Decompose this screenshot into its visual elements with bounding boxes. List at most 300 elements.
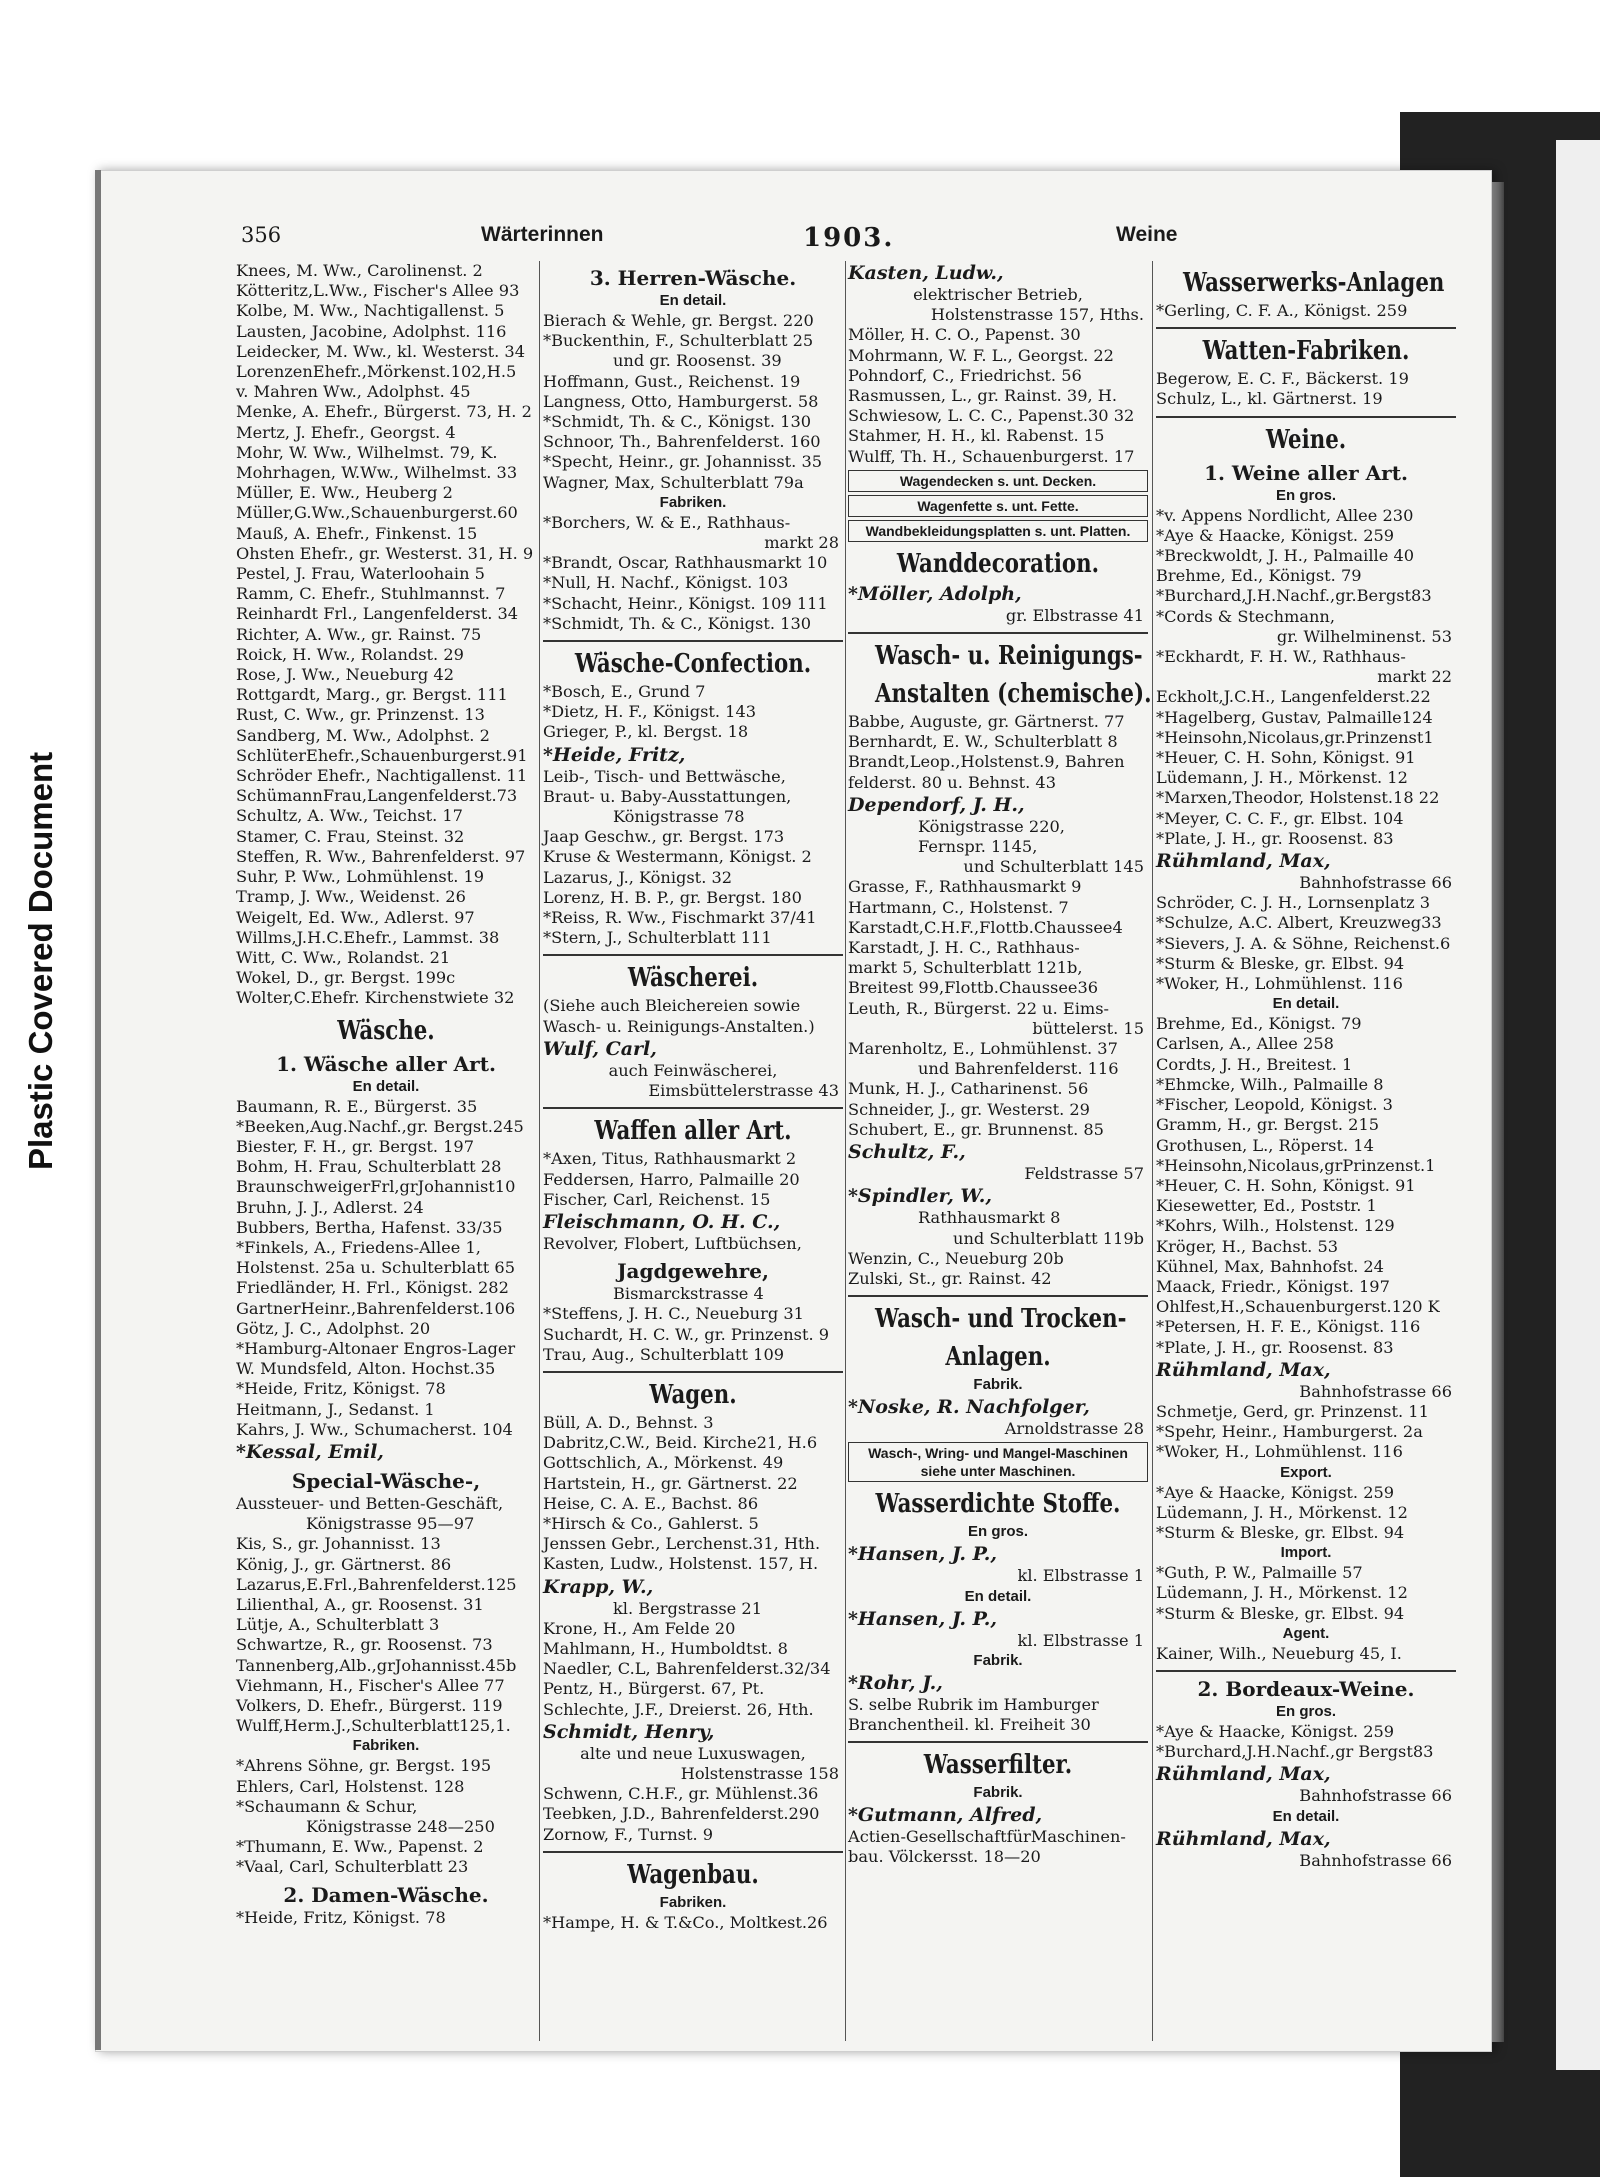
directory-entry: Karstadt,C.H.F.,Flottb.Chaussee4 bbox=[848, 917, 1123, 937]
directory-entry: Jenssen Gebr., Lerchenst.31, Hth. bbox=[543, 1534, 821, 1554]
directory-entry: Mohrhagen, W.Ww., Wilhelmst. 33 bbox=[236, 463, 518, 483]
directory-entry: Trau, Aug., Schulterblatt 109 bbox=[543, 1344, 785, 1364]
directory-entry: Tramp, J. Ww., Weidenst. 26 bbox=[236, 887, 466, 907]
directory-entry: elektrischer Betrieb, bbox=[913, 285, 1083, 304]
directory-entry: Willms,J.H.C.Ehefr., Lammst. 38 bbox=[236, 927, 500, 947]
directory-entry: Suchardt, H. C. W., gr. Prinzenst. 9 bbox=[543, 1324, 830, 1344]
featured-entry-name: *Heide, Fritz, bbox=[543, 743, 686, 766]
directory-entry: Bahnhofstrasse 66 bbox=[1299, 1381, 1452, 1401]
directory-entry: Königstrasse 220, bbox=[918, 816, 1065, 836]
featured-entry-name: Rühmland, Max, bbox=[1156, 850, 1331, 873]
directory-entry: Baumann, R. E., Bürgerst. 35 bbox=[236, 1096, 478, 1116]
directory-entry: Lüdemann, J. H., Mörkenst. 12 bbox=[1156, 1502, 1408, 1522]
directory-entry: *Reiss, R. Ww., Fischmarkt 37/41 bbox=[543, 908, 817, 928]
directory-entry: Karstadt, J. H. C., Rathhaus- bbox=[848, 938, 1080, 958]
directory-entry: Volkers, D. Ehefr., Bürgerst. 119 bbox=[236, 1696, 503, 1715]
directory-entry: *Plate, J. H., gr. Roosenst. 83 bbox=[1156, 828, 1394, 848]
section-heading: 2. Bordeaux-Weine. bbox=[1197, 1676, 1415, 1701]
directory-entry: Lazarus,E.Frl.,Bahrenfelderst.125 bbox=[236, 1574, 517, 1594]
directory-entry: Lausten, Jacobine, Adolphst. 116 bbox=[236, 321, 507, 341]
directory-entry: Babbe, Auguste, gr. Gärtnerst. 77 bbox=[848, 712, 1125, 732]
directory-entry: Schwartze, R., gr. Roosenst. 73 bbox=[236, 1635, 493, 1655]
directory-entry: Schmetje, Gerd, gr. Prinzenst. 11 bbox=[1156, 1401, 1429, 1421]
directory-entry: Müller, E. Ww., Heuberg 2 bbox=[236, 483, 453, 503]
directory-entry: Bohm, H. Frau, Schulterblatt 28 bbox=[236, 1157, 502, 1177]
directory-entry: *Vaal, Carl, Schulterblatt 23 bbox=[236, 1857, 469, 1877]
directory-entry: Hartstein, H., gr. Gärtnerst. 22 bbox=[543, 1473, 798, 1493]
directory-entry: Grasse, F., Rathhausmarkt 9 bbox=[848, 877, 1082, 897]
column-divider bbox=[1152, 261, 1153, 2041]
directory-entry: Heitmann, J., Sedanst. 1 bbox=[236, 1399, 435, 1419]
subsection-label: Import. bbox=[1280, 1544, 1332, 1562]
directory-entry: Bahnhofstrasse 66 bbox=[1299, 1850, 1452, 1870]
directory-entry: *v. Appens Nordlicht, Allee 230 bbox=[1156, 505, 1414, 525]
directory-entry: Kasten, Ludw., Holstenst. 157, H. bbox=[543, 1554, 819, 1574]
directory-entry: LorenzenEhefr.,Mörkenst.102,H.5 bbox=[236, 362, 517, 382]
directory-entry: alte und neue Luxuswagen, bbox=[580, 1743, 806, 1763]
directory-entry: Knees, M. Ww., Carolinenst. 2 bbox=[236, 261, 483, 280]
directory-entry: Carlsen, A., Allee 258 bbox=[1156, 1034, 1334, 1054]
directory-entry: *Sturm & Bleske, gr. Elbst. 94 bbox=[1156, 953, 1405, 973]
section-heading: Wanddecoration. bbox=[896, 548, 1100, 579]
directory-entry: Ohlfest,H.,Schauenburgerst.120 K bbox=[1156, 1297, 1440, 1317]
directory-entry: Schulz, L., kl. Gärtnerst. 19 bbox=[1156, 389, 1383, 409]
directory-entry: *Schulze, A.C. Albert, Kreuzweg33 bbox=[1156, 913, 1442, 933]
directory-entry: Steffen, R. Ww., Bahrenfelderst. 97 bbox=[236, 846, 526, 866]
directory-entry: auch Feinwäscherei, bbox=[608, 1060, 778, 1080]
section-heading: Wasch- und Trocken- bbox=[875, 1304, 1127, 1335]
directory-entry: Teebken, J.D., Bahrenfelderst.290 bbox=[543, 1804, 820, 1824]
directory-entry: Königstrasse 78 bbox=[613, 807, 745, 827]
section-rule bbox=[1156, 416, 1456, 418]
directory-entry: Bubbers, Bertha, Hafenst. 33/35 bbox=[236, 1217, 503, 1237]
directory-entry: Arnoldstrasse 28 bbox=[1004, 1419, 1144, 1439]
running-header bbox=[96, 223, 1491, 253]
directory-entry: *Burchard,J.H.Nachf.,gr Bergst83 bbox=[1156, 1742, 1434, 1762]
directory-entry: Mahlmann, H., Humboldtst. 8 bbox=[543, 1638, 788, 1658]
directory-entry: Brandt,Leop.,Holstenst.9, Bahren bbox=[848, 752, 1125, 772]
section-heading: Wasserdichte Stoffe. bbox=[875, 1489, 1121, 1520]
column-divider bbox=[539, 261, 540, 2041]
column-divider bbox=[845, 261, 846, 2041]
directory-entry: Rathhausmarkt 8 bbox=[918, 1208, 1061, 1228]
directory-entry: Ohsten Ehefr., gr. Westerst. 31, H. 9 bbox=[236, 543, 534, 563]
directory-entry: Rose, J. Ww., Neueburg 42 bbox=[236, 665, 455, 685]
directory-entry: kl. Elbstrasse 1 bbox=[1017, 1566, 1144, 1586]
directory-entry: Bernhardt, E. W., Schulterblatt 8 bbox=[848, 732, 1118, 752]
directory-entry: *Heide, Fritz, Königst. 78 bbox=[236, 1907, 446, 1927]
directory-entry: *Woker, H., Lohmühlenst. 116 bbox=[1156, 974, 1403, 994]
directory-entry: Hoffmann, Gust., Reichenst. 19 bbox=[543, 371, 801, 391]
directory-entry: Holstenstrasse 157, Hths. bbox=[930, 305, 1144, 325]
section-heading: Waffen aller Art. bbox=[594, 1116, 792, 1147]
section-heading: Wasch- u. Reinigungs- bbox=[875, 641, 1143, 672]
directory-entry: Schlechte, J.F., Dreierst. 26, Hth. bbox=[543, 1699, 814, 1719]
featured-entry-name: Schultz, F., bbox=[848, 1141, 966, 1164]
side-label-text: Plastic Covered Document bbox=[22, 751, 59, 1170]
directory-entry: *Woker, H., Lohmühlenst. 116 bbox=[1156, 1442, 1403, 1462]
subsection-label: Fabrik. bbox=[973, 1651, 1023, 1669]
directory-entry: *Guth, P. W., Palmaille 57 bbox=[1156, 1563, 1363, 1583]
featured-entry-name: Wulf, Carl, bbox=[543, 1037, 657, 1060]
directory-entry: Hartmann, C., Holstenst. 7 bbox=[848, 897, 1069, 917]
subsection-label: En gros. bbox=[967, 1523, 1028, 1541]
directory-entry: Kötteritz,L.Ww., Fischer's Allee 93 bbox=[236, 281, 520, 301]
section-heading: 1. Weine aller Art. bbox=[1204, 460, 1408, 485]
directory-entry: *Gerling, C. F. A., Königst. 259 bbox=[1156, 301, 1408, 320]
directory-entry: *Petersen, H. F. E., Königst. 116 bbox=[1156, 1317, 1421, 1337]
directory-entry: Rottgardt, Marg., gr. Bergst. 111 bbox=[236, 685, 508, 705]
directory-entry: Götz, J. C., Adolphst. 20 bbox=[236, 1318, 431, 1338]
directory-entry: Biester, F. H., gr. Bergst. 197 bbox=[236, 1136, 475, 1156]
section-heading: Weine. bbox=[1265, 424, 1347, 455]
directory-entry: markt 22 bbox=[1377, 667, 1452, 687]
directory-entry: Fernspr. 1145, bbox=[918, 837, 1038, 857]
directory-entry: *Ehmcke, Wilh., Palmaille 8 bbox=[1156, 1074, 1384, 1094]
directory-entry: Bierach & Wehle, gr. Bergst. 220 bbox=[543, 311, 814, 330]
directory-entry: Pestel, J. Frau, Waterloohain 5 bbox=[236, 564, 485, 584]
directory-entry: Jaap Geschw., gr. Bergst. 173 bbox=[543, 827, 785, 847]
directory-entry: Krone, H., Am Felde 20 bbox=[543, 1618, 736, 1638]
featured-entry-name: Fleischmann, O. H. C., bbox=[543, 1210, 781, 1233]
directory-entry: Rasmussen, L., gr. Rainst. 39, H. bbox=[848, 386, 1118, 406]
directory-entry: Möller, H. C. O., Papenst. 30 bbox=[848, 325, 1081, 345]
directory-entry: Bismarckstrasse 4 bbox=[613, 1284, 764, 1304]
directory-entry: bau. Völckersst. 18—20 bbox=[848, 1847, 1041, 1867]
directory-entry: v. Mahren Ww., Adolphst. 45 bbox=[236, 382, 471, 402]
directory-entry: *Breckwoldt, J. H., Palmaille 40 bbox=[1156, 546, 1415, 566]
directory-entry: SchümannFrau,Langenfelderst.73 bbox=[236, 786, 518, 806]
directory-entry: *Sievers, J. A. & Söhne, Reichenst.6 bbox=[1156, 933, 1451, 953]
directory-entry: Zornow, F., Turnst. 9 bbox=[543, 1824, 714, 1844]
section-heading: Wäsche-Confection. bbox=[574, 649, 812, 680]
column-2 bbox=[543, 261, 843, 1933]
directory-entry: Aussteuer- und Betten-Geschäft, bbox=[236, 1493, 504, 1513]
directory-entry: *Brandt, Oscar, Rathhausmarkt 10 bbox=[543, 553, 828, 573]
directory-entry: kl. Bergstrasse 21 bbox=[613, 1598, 762, 1618]
directory-entry: Kis, S., gr. Johannisst. 13 bbox=[236, 1534, 441, 1554]
cross-reference-box: Wasch-, Wring- und Mangel-Maschinen siehe unter Maschinen. bbox=[848, 1442, 1148, 1482]
directory-entry: Brehme, Ed., Königst. 79 bbox=[1156, 566, 1362, 586]
featured-entry-name: *Möller, Adolph, bbox=[848, 582, 1022, 605]
featured-entry-name: *Hansen, J. P., bbox=[848, 1607, 997, 1630]
featured-entry-name: Rühmland, Max, bbox=[1156, 1763, 1331, 1786]
directory-entry: *Schmidt, Th. & C., Königst. 130 bbox=[543, 613, 812, 633]
featured-entry-name: Dependorf, J. H., bbox=[848, 793, 1025, 816]
directory-entry: *Bosch, E., Grund 7 bbox=[543, 682, 706, 702]
directory-entry: Feldstrasse 57 bbox=[1024, 1164, 1144, 1184]
directory-entry: *Finkels, A., Friedens-Allee 1, bbox=[236, 1237, 481, 1257]
page-left-edge bbox=[95, 170, 101, 2050]
directory-entry: Kiesewetter, Ed., Poststr. 1 bbox=[1156, 1196, 1377, 1216]
directory-entry: Lüdemann, J. H., Mörkenst. 12 bbox=[1156, 1583, 1408, 1603]
directory-entry: Feddersen, Harro, Palmaille 20 bbox=[543, 1169, 800, 1189]
directory-entry: Naedler, C.L, Bahrenfelderst.32/34 bbox=[543, 1659, 831, 1679]
featured-entry-name: Rühmland, Max, bbox=[1156, 1358, 1331, 1381]
directory-entry: markt 28 bbox=[764, 533, 839, 553]
section-heading: Jagdgewehre, bbox=[617, 1259, 769, 1284]
section-rule bbox=[848, 1741, 1148, 1743]
directory-entry: Pentz, H., Bürgerst. 67, Pt. bbox=[543, 1679, 765, 1699]
directory-entry: gr. Elbstrasse 41 bbox=[1005, 605, 1144, 625]
section-heading: Wäscherei. bbox=[627, 963, 759, 994]
directory-entry: *Spehr, Heinr., Hamburgerst. 2a bbox=[1156, 1422, 1423, 1442]
subsection-label: En detail. bbox=[659, 292, 727, 309]
directory-entry: Schwenn, C.H.F., gr. Mühlenst.36 bbox=[543, 1784, 819, 1804]
directory-entry: Mohr, W. Ww., Wilhelmst. 79, K. bbox=[236, 442, 498, 462]
directory-entry: (Siehe auch Bleichereien sowie bbox=[543, 996, 801, 1016]
directory-entry: Leuth, R., Bürgerst. 22 u. Eims- bbox=[848, 998, 1110, 1018]
directory-entry: Roick, H. Ww., Rolandst. 29 bbox=[236, 644, 464, 664]
directory-entry: Kröger, H., Bachst. 53 bbox=[1156, 1236, 1339, 1256]
directory-entry: Revolver, Flobert, Luftbüchsen, bbox=[543, 1233, 802, 1253]
directory-entry: Wolter,C.Ehefr. Kirchenstwiete 32 bbox=[236, 988, 515, 1008]
directory-entry: Holstenst. 25a u. Schulterblatt 65 bbox=[236, 1258, 516, 1278]
directory-entry: *Sturm & Bleske, gr. Elbst. 94 bbox=[1156, 1603, 1405, 1623]
subsection-label: En detail. bbox=[964, 1587, 1032, 1605]
directory-entry: Marenholtz, E., Lohmühlenst. 37 bbox=[848, 1039, 1118, 1059]
directory-entry: *Heinsohn,Nicolaus,gr.Prinzenst1 bbox=[1156, 727, 1434, 747]
directory-entry: Grieger, P., kl. Bergst. 18 bbox=[543, 722, 749, 742]
section-heading: Anstalten (chemische). bbox=[875, 679, 1152, 710]
directory-entry: Eckholt,J.C.H., Langenfelderst.22 bbox=[1156, 687, 1431, 707]
directory-entry: *Schmidt, Th. & C., Königst. 130 bbox=[543, 412, 812, 432]
column-1 bbox=[236, 261, 536, 1928]
section-heading: 2. Damen-Wäsche. bbox=[283, 1882, 489, 1907]
directory-entry: *Meyer, C. C. F., gr. Elbst. 104 bbox=[1156, 808, 1404, 828]
directory-entry: Munk, H. J., Catharinenst. 56 bbox=[848, 1079, 1089, 1099]
subsection-label: Fabriken. bbox=[659, 493, 727, 511]
section-heading: Wagenbau. bbox=[627, 1859, 759, 1890]
directory-entry: *Fischer, Leopold, Königst. 3 bbox=[1156, 1095, 1393, 1115]
directory-entry: Gottschlich, A., Mörkenst. 49 bbox=[543, 1453, 784, 1473]
directory-entry: *Aye & Haacke, Königst. 259 bbox=[1156, 1482, 1395, 1502]
section-heading: Wagen. bbox=[649, 1379, 737, 1410]
directory-entry: Friedländer, H. Frl., Königst. 282 bbox=[236, 1278, 509, 1298]
section-heading: Anlagen. bbox=[945, 1342, 1051, 1373]
directory-entry: Menke, A. Ehefr., Bürgerst. 73, H. 2 bbox=[236, 402, 532, 422]
directory-entry: Kahrs, J. Ww., Schumacherst. 104 bbox=[236, 1419, 513, 1439]
directory-entry: Müller,G.Ww.,Schauenburgerst.60 bbox=[236, 503, 518, 523]
directory-entry: Reinhardt Frl., Langenfelderst. 34 bbox=[236, 604, 519, 624]
featured-entry-name: *Gutmann, Alfred, bbox=[848, 1804, 1043, 1827]
directory-entry: Sandberg, M. Ww., Adolphst. 2 bbox=[236, 725, 490, 745]
directory-entry: Mauß, A. Ehefr., Finkenst. 15 bbox=[236, 523, 478, 543]
directory-entry: büttelerst. 15 bbox=[1032, 1018, 1144, 1038]
directory-entry: *Dietz, H. F., Königst. 143 bbox=[543, 702, 757, 722]
next-page-edge bbox=[1556, 140, 1600, 2070]
directory-entry: Lilienthal, A., gr. Roosenst. 31 bbox=[236, 1594, 484, 1614]
directory-entry: *Hamburg-Altonaer Engros-Lager bbox=[236, 1338, 516, 1358]
directory-entry: *Heide, Fritz, Königst. 78 bbox=[236, 1379, 446, 1399]
subsection-label: En gros. bbox=[1275, 1702, 1336, 1720]
subsection-label: Fabriken. bbox=[352, 1737, 420, 1755]
directory-entry: Königstrasse 95—97 bbox=[306, 1514, 475, 1534]
featured-entry-name: *Noske, R. Nachfolger, bbox=[848, 1396, 1090, 1419]
subsection-label: En detail. bbox=[1272, 1807, 1340, 1825]
directory-entry: Mertz, J. Ehefr., Georgst. 4 bbox=[236, 422, 456, 442]
featured-entry-name: Rühmland, Max, bbox=[1156, 1827, 1331, 1850]
directory-entry: Suhr, P. Ww., Lohmühlenst. 19 bbox=[236, 867, 485, 887]
directory-entry: Ramm, C. Ehefr., Stuhlmannst. 7 bbox=[236, 584, 506, 604]
directory-entry: Wulff,Herm.J.,Schulterblatt125,1. bbox=[236, 1716, 511, 1736]
directory-entry: Heise, C. A. E., Bachst. 86 bbox=[543, 1493, 759, 1513]
section-heading: Wasserfilter. bbox=[923, 1750, 1073, 1781]
section-heading: 1. Wäsche aller Art. bbox=[276, 1051, 496, 1076]
directory-entry: *Buckenthin, F., Schulterblatt 25 bbox=[543, 331, 814, 351]
directory-entry: Kainer, Wilh., Neueburg 45, I. bbox=[1156, 1643, 1402, 1663]
directory-entry: Stahmer, H. H., kl. Rabenst. 15 bbox=[848, 426, 1105, 446]
directory-entry: *Heinsohn,Nicolaus,grPrinzenst.1 bbox=[1156, 1155, 1436, 1175]
directory-entry: Leidecker, M. Ww., kl. Westerst. 34 bbox=[236, 341, 526, 361]
header-year: 1903. bbox=[803, 223, 895, 253]
directory-entry: und Schulterblatt 119b bbox=[953, 1228, 1144, 1248]
directory-entry: Bahnhofstrasse 66 bbox=[1299, 873, 1452, 893]
directory-entry: *Sturm & Bleske, gr. Elbst. 94 bbox=[1156, 1522, 1405, 1542]
directory-entry: *Beeken,Aug.Nachf.,gr. Bergst.245 bbox=[236, 1116, 524, 1136]
subsection-label: Fabrik. bbox=[973, 1784, 1023, 1802]
directory-entry: *Specht, Heinr., gr. Johannisst. 35 bbox=[543, 452, 823, 472]
directory-entry: *Heuer, C. H. Sohn, Königst. 91 bbox=[1156, 1175, 1416, 1195]
section-heading: Wasserwerks-Anlagen bbox=[1183, 268, 1445, 298]
directory-entry: Zulski, St., gr. Rainst. 42 bbox=[848, 1268, 1052, 1288]
directory-entry: Dabritz,C.W., Beid. Kirche21, H.6 bbox=[543, 1433, 818, 1453]
directory-entry: felderst. 80 u. Behnst. 43 bbox=[848, 772, 1057, 792]
section-heading: Watten-Fabriken. bbox=[1202, 336, 1410, 367]
featured-entry-name: *Spindler, W., bbox=[848, 1185, 993, 1208]
directory-entry: Wasch- u. Reinigungs-Anstalten.) bbox=[543, 1016, 815, 1036]
directory-entry: König, J., gr. Gärtnerst. 86 bbox=[236, 1554, 452, 1574]
directory-entry: *Marxen,Theodor, Holstenst.18 22 bbox=[1156, 788, 1440, 808]
directory-page bbox=[95, 170, 1492, 2052]
directory-entry: Viehmann, H., Fischer's Allee 77 bbox=[236, 1675, 505, 1695]
directory-entry: *Kohrs, Wilh., Holstenst. 129 bbox=[1156, 1216, 1395, 1236]
section-heading: Special-Wäsche-, bbox=[291, 1468, 481, 1493]
directory-entry: gr. Wilhelminenst. 53 bbox=[1276, 626, 1452, 646]
directory-entry: Holstenstrasse 158 bbox=[680, 1763, 839, 1783]
directory-entry: GartnerHeinr.,Bahrenfelderst.106 bbox=[236, 1298, 516, 1318]
directory-entry: *Schacht, Heinr., Königst. 109 111 bbox=[543, 593, 828, 613]
cross-reference-box: Wagenfette s. unt. Fette. bbox=[848, 495, 1148, 517]
directory-entry: Wokel, D., gr. Bergst. 199c bbox=[236, 968, 456, 988]
featured-entry-name: Kasten, Ludw., bbox=[848, 262, 1004, 284]
directory-entry: Tannenberg,Alb.,grJohannisst.45b bbox=[236, 1655, 517, 1675]
directory-entry: Büll, A. D., Behnst. 3 bbox=[543, 1412, 714, 1432]
section-rule bbox=[543, 954, 843, 956]
directory-entry: Schneider, J., gr. Westerst. 29 bbox=[848, 1099, 1090, 1119]
directory-entry: *Plate, J. H., gr. Roosenst. 83 bbox=[1156, 1337, 1394, 1357]
section-rule bbox=[1156, 327, 1456, 329]
page-number: 356 bbox=[241, 223, 282, 247]
directory-entry: Schröder, C. J. H., Lornsenplatz 3 bbox=[1156, 893, 1431, 913]
header-left-term: Wärterinnen bbox=[481, 223, 604, 246]
directory-entry: Wulff, Th. H., Schauenburgerst. 17 bbox=[848, 446, 1135, 466]
directory-entry: Wagner, Max, Schulterblatt 79a bbox=[543, 472, 804, 492]
directory-entry: Weigelt, Ed. Ww., Adlerst. 97 bbox=[236, 907, 475, 927]
section-heading: 3. Herren-Wäsche. bbox=[589, 266, 797, 290]
featured-entry-name: *Rohr, J., bbox=[848, 1671, 943, 1694]
directory-entry: *Aye & Haacke, Königst. 259 bbox=[1156, 525, 1395, 545]
directory-entry: *Null, H. Nachf., Königst. 103 bbox=[543, 573, 789, 593]
directory-entry: Actien-GesellschaftfürMaschinen- bbox=[848, 1827, 1126, 1847]
directory-entry: Schultz, A. Ww., Teichst. 17 bbox=[236, 806, 463, 826]
directory-entry: Leib-, Tisch- und Bettwäsche, bbox=[543, 766, 786, 786]
directory-entry: Lazarus, J., Königst. 32 bbox=[543, 867, 733, 887]
section-rule bbox=[848, 1295, 1148, 1297]
column-4 bbox=[1156, 261, 1456, 1871]
directory-entry: *Burchard,J.H.Nachf.,gr.Bergst83 bbox=[1156, 586, 1432, 606]
directory-entry: Schwiesow, L. C. C., Papenst.30 32 bbox=[848, 406, 1135, 426]
directory-entry: Langness, Otto, Hamburgerst. 58 bbox=[543, 391, 819, 411]
directory-entry: *Cords & Stechmann, bbox=[1156, 606, 1335, 626]
directory-entry: Begerow, E. C. F., Bäckerst. 19 bbox=[1156, 369, 1409, 389]
directory-entry: Bahnhofstrasse 66 bbox=[1299, 1786, 1452, 1806]
featured-entry-name: Schmidt, Henry, bbox=[543, 1720, 715, 1743]
section-rule bbox=[543, 1851, 843, 1853]
section-heading: Wäsche. bbox=[337, 1015, 435, 1046]
directory-entry: *Hagelberg, Gustav, Palmaille124 bbox=[1156, 707, 1433, 727]
directory-entry: Grothusen, L., Röperst. 14 bbox=[1156, 1135, 1374, 1155]
directory-entry: kl. Elbstrasse 1 bbox=[1017, 1630, 1144, 1650]
directory-entry: Königstrasse 248—250 bbox=[306, 1817, 495, 1837]
featured-entry-name: Krapp, W., bbox=[543, 1575, 654, 1598]
section-rule bbox=[543, 1107, 843, 1109]
directory-entry: Pohndorf, C., Friedrichst. 56 bbox=[848, 365, 1082, 385]
directory-entry: Lütje, A., Schulterblatt 3 bbox=[236, 1615, 440, 1635]
section-rule bbox=[1156, 1670, 1456, 1672]
subsection-label: Export. bbox=[1280, 1463, 1332, 1481]
subsection-label: En detail. bbox=[1272, 995, 1340, 1013]
subsection-label: En gros. bbox=[1275, 486, 1336, 504]
header-right-term: Weine bbox=[1116, 223, 1178, 246]
subsection-label: Agent. bbox=[1282, 1624, 1330, 1642]
directory-entry: *Hampe, H. & T.&Co., Moltkest.26 bbox=[543, 1912, 828, 1932]
directory-entry: Branchentheil. kl. Freiheit 30 bbox=[848, 1714, 1091, 1734]
directory-entry: Gramm, H., gr. Bergst. 215 bbox=[1156, 1115, 1380, 1135]
subsection-label: En detail. bbox=[352, 1077, 420, 1095]
directory-entry: *Schaumann & Schur, bbox=[236, 1796, 418, 1816]
directory-entry: W. Mundsfeld, Alton. Hochst.35 bbox=[236, 1359, 496, 1379]
directory-entry: *Aye & Haacke, Königst. 259 bbox=[1156, 1721, 1395, 1741]
directory-entry: Eimsbüttelerstrasse 43 bbox=[648, 1081, 839, 1101]
directory-entry: Schnoor, Th., Bahrenfelderst. 160 bbox=[543, 432, 821, 452]
section-rule bbox=[543, 1371, 843, 1373]
directory-entry: SchlüterEhefr.,Schauenburgerst.91 bbox=[236, 745, 528, 765]
directory-entry: Richter, A. Ww., gr. Rainst. 75 bbox=[236, 624, 482, 644]
directory-entry: Kruse & Westermann, Königst. 2 bbox=[543, 847, 812, 867]
subsection-label: Fabrik. bbox=[973, 1376, 1023, 1394]
cross-reference-box: Wandbekleidungsplatten s. unt. Platten. bbox=[848, 520, 1148, 542]
directory-entry: *Ahrens Söhne, gr. Bergst. 195 bbox=[236, 1756, 492, 1776]
directory-entry: BraunschweigerFrl,grJohannist10 bbox=[236, 1177, 516, 1197]
directory-entry: Breitest 99,Flottb.Chaussee36 bbox=[848, 978, 1099, 998]
directory-entry: Cordts, J. H., Breitest. 1 bbox=[1156, 1054, 1353, 1074]
directory-entry: Stamer, C. Frau, Steinst. 32 bbox=[236, 826, 465, 846]
directory-entry: und gr. Roosenst. 39 bbox=[613, 351, 782, 371]
section-rule bbox=[848, 632, 1148, 634]
section-rule bbox=[543, 640, 843, 642]
directory-entry: Rust, C. Ww., gr. Prinzenst. 13 bbox=[236, 705, 485, 725]
directory-entry: Mohrmann, W. F. L., Georgst. 22 bbox=[848, 345, 1114, 365]
directory-entry: Lorenz, H. B. P., gr. Bergst. 180 bbox=[543, 887, 802, 907]
directory-entry: *Steffens, J. H. C., Neueburg 31 bbox=[543, 1304, 804, 1324]
directory-entry: Maack, Friedr., Königst. 197 bbox=[1156, 1276, 1390, 1296]
directory-entry: Wenzin, C., Neueburg 20b bbox=[848, 1248, 1064, 1268]
column-3 bbox=[848, 261, 1152, 1868]
directory-entry: Schröder Ehefr., Nachtigallenst. 11 bbox=[236, 766, 528, 786]
directory-entry: S. selbe Rubrik im Hamburger bbox=[848, 1694, 1099, 1714]
featured-entry-name: *Kessal, Emil, bbox=[236, 1440, 384, 1463]
